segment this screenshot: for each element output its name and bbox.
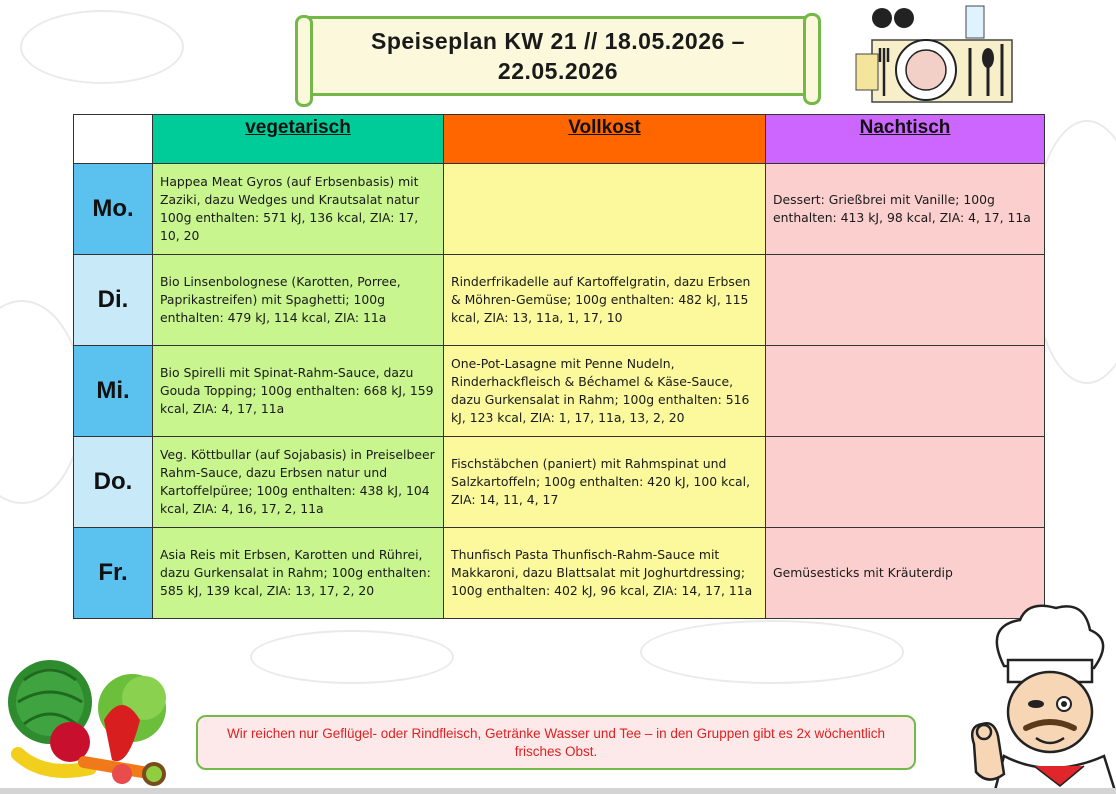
title-line-1: Speiseplan KW 21 // 18.05.2026 – <box>371 28 745 54</box>
day-label: Mo. <box>74 164 153 255</box>
title-line-2: 22.05.2026 <box>497 58 619 84</box>
header-vollkost: Vollkost <box>444 115 766 164</box>
menu-table <box>73 114 1045 619</box>
notice-text: Wir reichen nur Geflügel- oder Rindfleisch, Getränke Wasser und Tee – in den Gruppen gibt es 2x wöchentlich frisches Obst. <box>226 725 886 759</box>
vegetarisch-dish: Veg. Köttbullar (auf Sojabasis) in Preiselbeer Rahm-Sauce, dazu Erbsen natur und Kartoffelpüree; 100g enthalten: 438 kJ, 104 kcal, ZIA: 4, 16, 17, 2, 11a <box>160 447 435 516</box>
header-empty-cell <box>74 115 153 164</box>
day-label: Do. <box>74 437 153 528</box>
vollkost-dish: Fischstäbchen (paniert) mit Rahmspinat und Salzkartoffeln; 100g enthalten: 420 kJ, 100 kcal, ZIA: 14, 11, 4, 17 <box>451 456 751 507</box>
nachtisch-dish: Dessert: Grießbrei mit Vanille; 100g enthalten: 413 kJ, 98 kcal, ZIA: 4, 17, 11a <box>773 192 1031 225</box>
header-nachtisch: Nachtisch <box>766 115 1045 164</box>
plate-cutlery-icon <box>852 4 1020 108</box>
background-decoration <box>250 630 454 684</box>
table-row <box>74 346 1045 437</box>
table-header-row <box>74 115 1045 164</box>
table-row <box>74 164 1045 255</box>
vollkost-dish: One-Pot-Lasagne mit Penne Nudeln, Rinderhackfleisch & Béchamel & Käse-Sauce, dazu Gurkensalat in Rahm; 100g enthalten: 516 kJ, 123 kcal, ZIA: 1, 17, 11a, 13, 2, 20 <box>451 356 750 425</box>
chef-icon <box>964 596 1116 794</box>
header-vegetarisch: vegetarisch <box>153 115 444 164</box>
table-row <box>74 528 1045 619</box>
vegetarisch-dish: Happea Meat Gyros (auf Erbsenbasis) mit Zaziki, dazu Wedges und Krautsalat natur 100g enthalten: 571 kJ, 136 kcal, ZIA: 17, 10, 20 <box>160 174 420 243</box>
day-label: Fr. <box>74 528 153 619</box>
notice-box <box>196 715 916 770</box>
title-banner <box>300 16 816 96</box>
vegetarisch-dish: Asia Reis mit Erbsen, Karotten und Rührei, dazu Gurkensalat in Rahm; 100g enthalten: 585 kJ, 139 kcal, ZIA: 13, 17, 2, 20 <box>160 547 431 598</box>
page-title <box>371 26 745 86</box>
vollkost-dish: Rinderfrikadelle auf Kartoffelgratin, dazu Erbsen & Möhren-Gemüse; 100g enthalten: 482 kJ, 115 kcal, ZIA: 13, 11a, 1, 17, 10 <box>451 274 751 325</box>
background-decoration <box>20 10 184 84</box>
background-decoration <box>640 620 904 684</box>
bottom-divider <box>0 788 1116 794</box>
table-row <box>74 437 1045 528</box>
vegetables-fruit-icon <box>4 650 186 790</box>
vollkost-dish: Thunfisch Pasta Thunfisch-Rahm-Sauce mit Makkaroni, dazu Blattsalat mit Joghurtdressing; 100g enthalten: 402 kJ, 96 kcal, ZIA: 14, 17, 11a <box>451 547 753 598</box>
day-label: Mi. <box>74 346 153 437</box>
background-decoration <box>0 300 84 504</box>
vegetarisch-dish: Bio Linsenbolognese (Karotten, Porree, Paprikastreifen) mit Spaghetti; 100g enthalten: 479 kJ, 114 kcal, ZIA: 11a <box>160 274 401 325</box>
table-row <box>74 255 1045 346</box>
nachtisch-dish: Gemüsesticks mit Kräuterdip <box>773 565 953 580</box>
vegetarisch-dish: Bio Spirelli mit Spinat-Rahm-Sauce, dazu Gouda Topping; 100g enthalten: 668 kJ, 159 kcal, ZIA: 4, 17, 11a <box>160 365 434 416</box>
day-label: Di. <box>74 255 153 346</box>
